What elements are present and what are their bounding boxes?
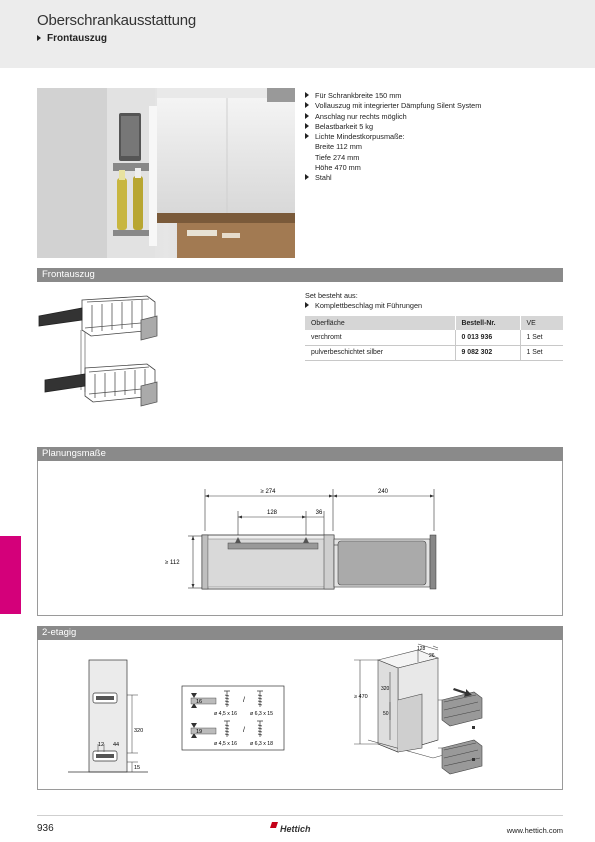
dimension-width: Breite 112 mm [315,142,362,152]
cell-ve: 1 Set [520,330,563,345]
hettich-logo [268,820,324,842]
page-number: 936 [37,823,54,834]
etagig-panel [37,640,563,790]
order-table [305,316,563,361]
screw-16: 16 [196,699,203,705]
screw-b2: ø 6,3 x 18 [250,741,274,747]
section-bar-planung: Planungsmaße [37,447,563,461]
product-photo [37,88,295,258]
side-color-tab [0,536,21,614]
product-drawing [37,290,162,420]
triangle-bullet-icon [37,35,41,41]
etagig-dim-320: 320 [134,728,144,734]
screw-19: 19 [196,729,203,735]
triangle-bullet-icon [305,302,309,308]
slash-2: / [243,727,245,734]
etagig-dim-15: 15 [134,765,141,771]
table-row [305,330,563,345]
triangle-bullet-icon [305,174,309,180]
screw-a1: ø 4,5 x 16 [214,711,238,717]
cell-order-no: 0 013 936 [455,330,520,345]
screw-a2: ø 4,5 x 16 [214,741,238,747]
cell-surface: verchromt [305,330,455,345]
dim-128: 128 [266,510,278,516]
cell-surface: pulverbeschichtet silber [305,345,455,360]
planning-drawing [38,461,562,616]
slash-1: / [243,697,245,704]
etagig-dim-12: 12 [97,742,105,748]
iso-dim-128: 128 [417,646,426,652]
triangle-bullet-icon [305,113,309,119]
page-subtitle-text: Frontauszug [47,33,107,44]
page-title: Oberschrankausstattung [37,12,197,29]
iso-dim-320: 320 [381,686,390,692]
set-item: Komplettbeschlag mit Führungen [315,301,423,310]
etagig-dim-44: 44 [112,742,120,748]
planning-panel [37,461,563,616]
cell-order-no: 9 082 302 [455,345,520,360]
col-header-surface: Oberfläche [305,316,455,330]
dim-112: ≥ 112 [165,560,180,566]
triangle-bullet-icon [305,92,309,98]
feature-item: Vollauszug mit integrierter Dämpfung Silent System [305,101,565,111]
cell-ve: 1 Set [520,345,563,360]
iso-dim-470: ≥ 470 [354,694,368,700]
dimension-depth: Tiefe 274 mm [315,152,360,162]
feature-item: Belastbarkeit 5 kg [305,122,565,132]
etagig-drawing [38,640,562,790]
feature-item: Für Schrankbreite 150 mm [305,91,565,101]
table-header-row [305,316,563,330]
section-bar-frontauszug: Frontauszug [37,268,563,282]
feature-item: Anschlag nur rechts möglich [305,112,565,122]
table-row [305,345,563,360]
footer-divider [37,815,563,816]
triangle-bullet-icon [305,102,309,108]
svg-text:Hettich: Hettich [280,824,311,834]
dim-36: 36 [315,510,323,516]
dim-240: 240 [377,489,389,495]
page-subtitle [37,33,107,44]
triangle-bullet-icon [305,123,309,129]
section-bar-etagig: 2-etagig [37,626,563,640]
dimension-height: Höhe 470 mm [315,163,361,173]
feature-item: Lichte Mindestkorpusmaße: [305,132,565,142]
col-header-order-no: Bestell-Nr. [455,316,520,330]
feature-item: Stahl [305,173,565,183]
col-header-ve: VE [520,316,563,330]
dim-274: ≥ 274 [260,489,276,495]
iso-dim-50: 50 [383,711,389,717]
set-title: Set besteht aus: [305,291,358,300]
screw-b1: ø 6,3 x 15 [250,711,274,717]
website-url: www.hettich.com [506,826,563,835]
feature-list [305,91,565,184]
iso-dim-26: 26 [429,653,435,659]
triangle-bullet-icon [305,133,309,139]
set-list [305,301,422,310]
